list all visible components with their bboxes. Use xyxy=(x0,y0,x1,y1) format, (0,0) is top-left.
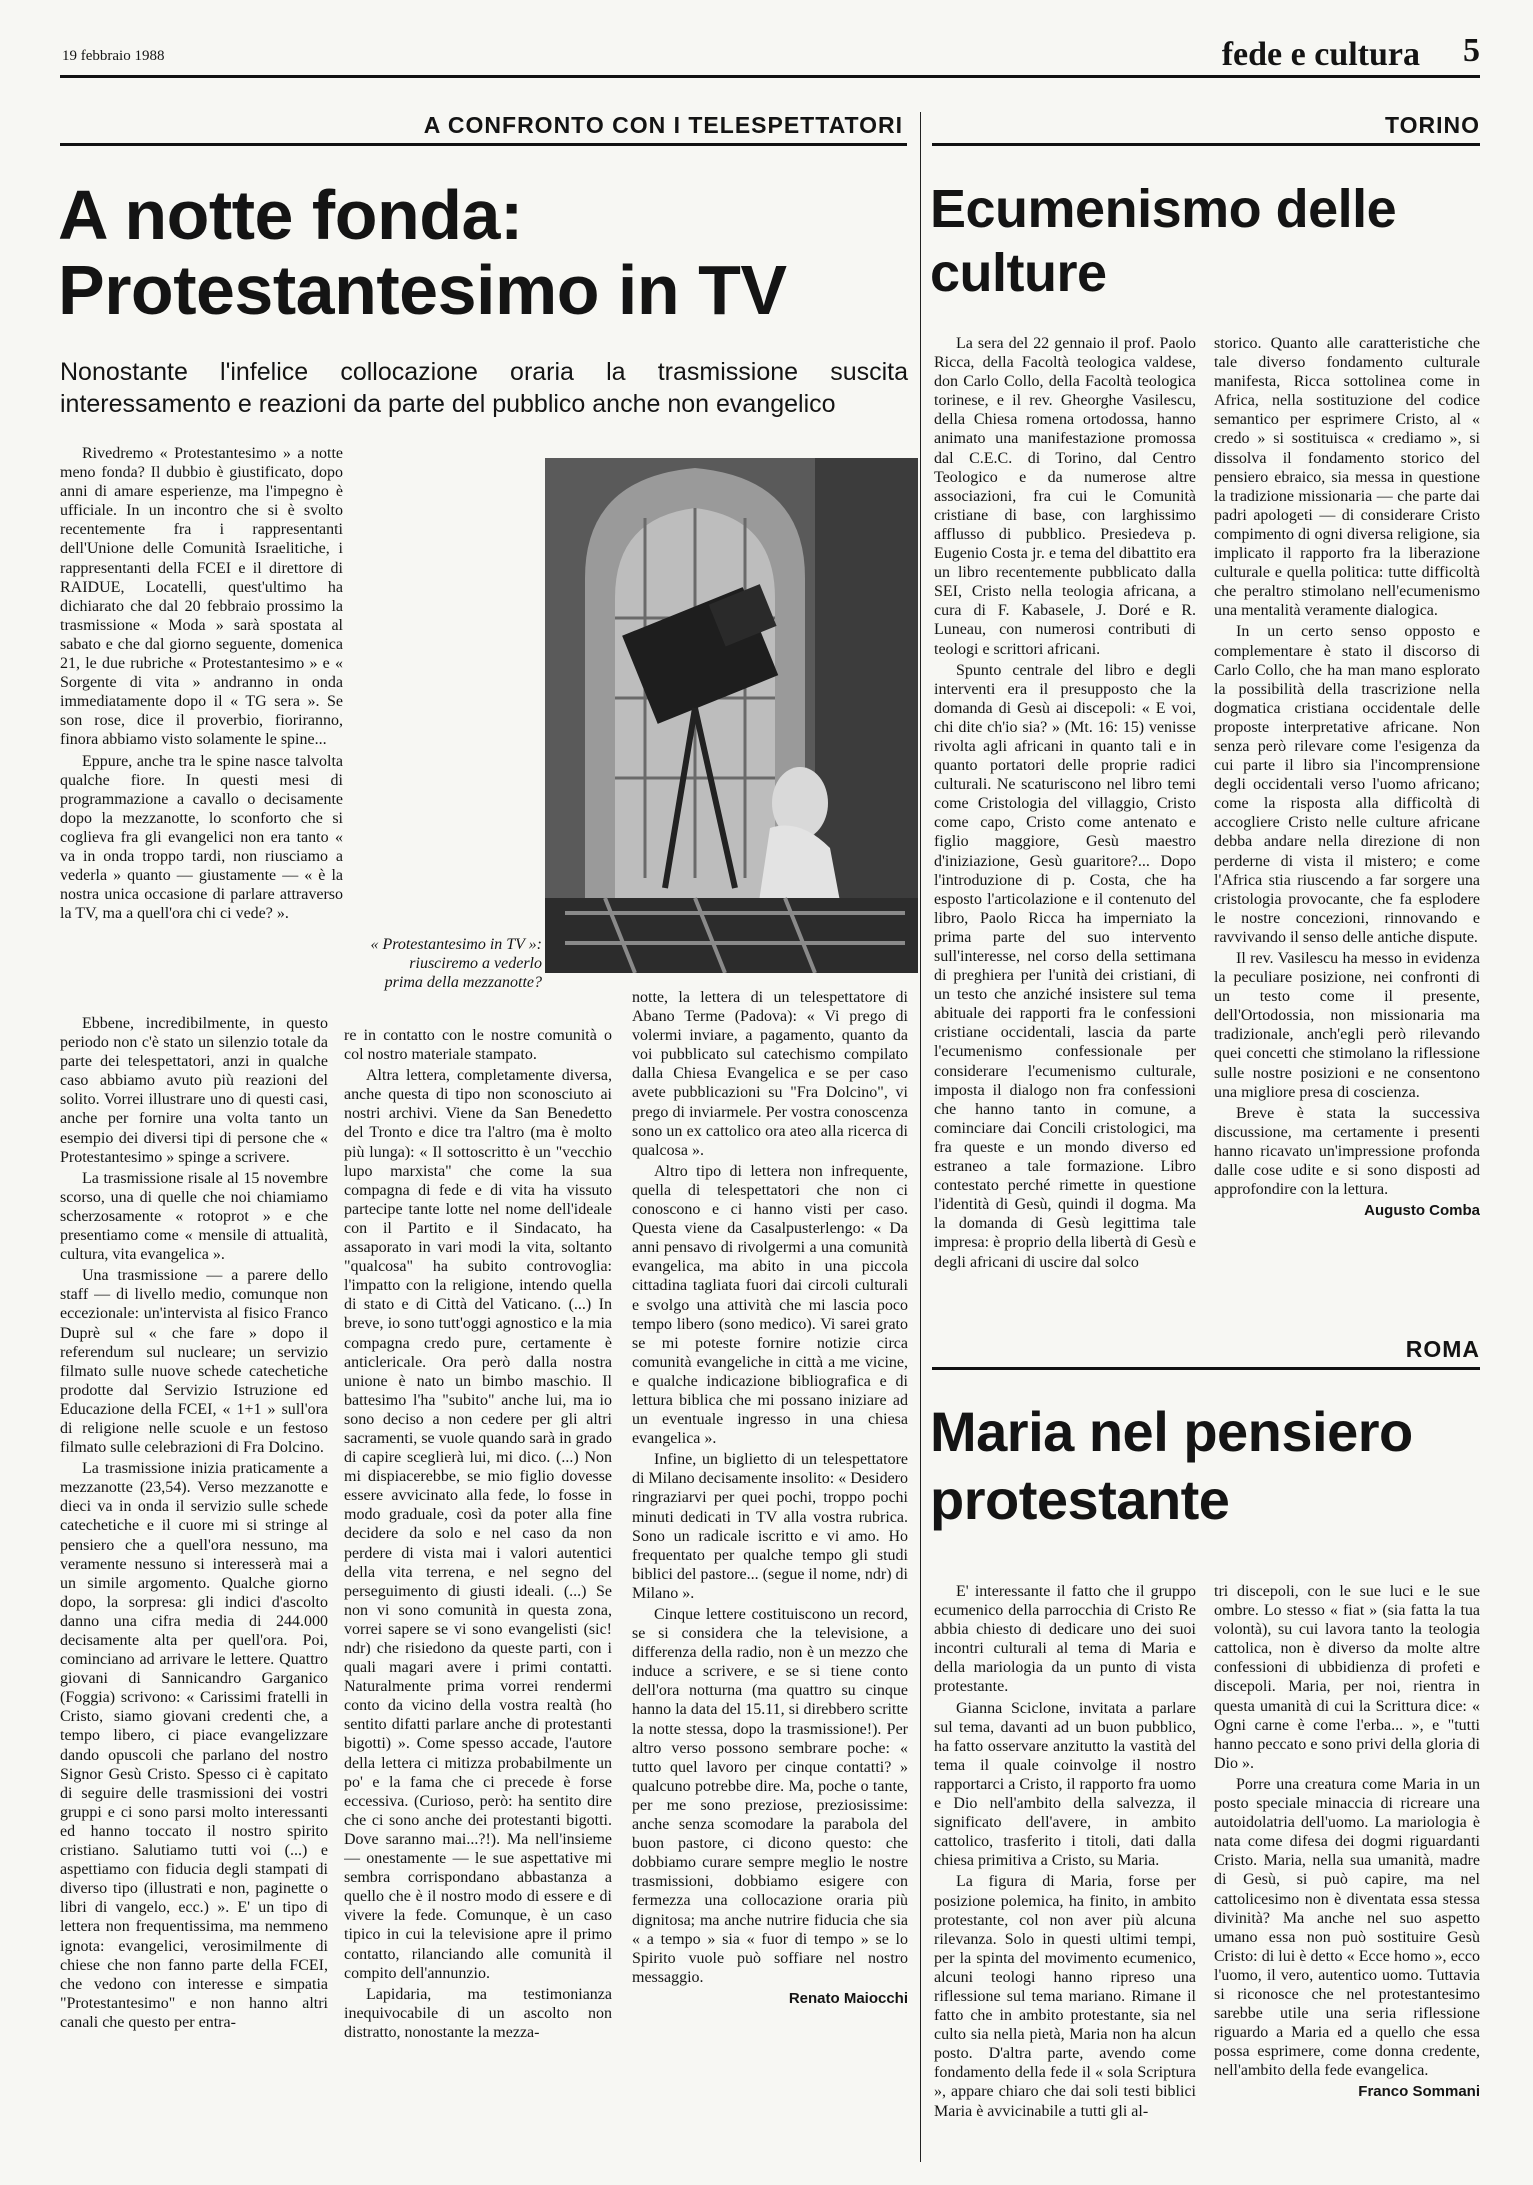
paragraph: Altra lettera, completamente diversa, anche questa di tipo non sconosciuto ai nostri archivi. Viene da San Benedetto del Tronto e dice tra l'altro (ma è molto più lunga): « Il sottoscritto è un "vecchio lupo marxista" che come la sua compagna di fede e di vita ha vissuto partecipe tante lotte nel nome dell'ideale con il Partito e il Sindacato, ha assaporato in vari modi la vita, soltanto "qualcosa" ha subito controvoglia: l'impatto con la religione, intendo quella di stato e di Città del Vaticano. (...) In breve, io sono tutt'oggi agnostico e la mia compagna credo pure, certamente è anticlericale. Ora però dalla nostra unione è nato un bimbo maschio. Il battesimo l'ha "subito" anche lui, ma io sono deciso a non cedere per gli altri sacramenti, se vuole quando sarà in grado di capire sceglierà lui, mi dico. (...) Non mi dispiacerebbe, se mio figlio dovesse essere avvicinato alla fede, lo fosse in modo graduale, così da poter alla fine decidere da solo e nel caso da non perdere di vista mai i valori autentici della vita terrena, e nel segno del perseguimento di giusti ideali. (...) Se non vi sono comunità in questa zona, vorrei sapere se vi sono evangelisti (sic! ndr) che risiedono da queste parti, con i quali magari avere i primi contatti. Naturalmente prima vorrei rendermi conto da vicino della vostra realtà (ho sentito difatti parlare anche di protestanti bigotti) ». Come spesso accade, l'autore della lettera ci mitizza probabilmente un po' e la fama che ci precede è forse eccessiva. (Curioso, però: ha sentito dire che ci sono anche dei protestanti bigotti. Dove saranno mai...?!). Ma nell'insieme — onestamente — le sue aspettative mi sembra corrispondano abbastanza a quello che è il nostro modo di essere e di vivere la fede. Comunque, è un caso tipico in cui la televisione apre il primo contatto, rilanciando alle comunità il compito dell'annunzio. xyxy=(344,1067,612,1982)
paragraph: Lapidaria, ma testimonianza inequivocabile di un ascolto non distratto, nonostante la mezza- xyxy=(344,1985,612,2041)
roma-col1 xyxy=(934,1582,1196,2150)
column-divider xyxy=(920,112,921,2162)
left-article-col1-top xyxy=(60,444,343,1024)
torino-headline: Ecumenismo delle culture xyxy=(930,179,1397,303)
paragraph: La trasmissione risale al 15 novembre scorso, una di quelle che noi chiamiamo scherzosamente « rotoprot » e che presentiamo come « mensile di attualità, cultura, vita evangelica ». xyxy=(60,1169,328,1264)
paragraph: notte, la lettera di un telespettatore di Abano Terme (Padova): « Vi prego di volermi inviare, a pagamento, quanto da voi pubblicato sul catechismo compilato dalla Chiesa Evangelica e se per caso avete pubblicazioni su "Fra Dolcino", vi prego di inviarmele. Per vostra conoscenza sono un ex cattolico ora ateo alla ricerca di qualcosa ». xyxy=(632,989,908,1159)
roma-col2 xyxy=(1214,1582,1480,2150)
roma-headline: Maria nel pensiero protestante xyxy=(930,1400,1413,1532)
paragraph: Gianna Sciclone, invitata a parlare sul tema, davanti ad un buon pubblico, ha fatto osservare anzitutto la vastità del tema il quale coinvolge il nostro rapportarci a Cristo, il rapporto fra uomo e Dio nell'ambito della salvezza, il significato dell'avere, in ambito cattolico, trasferito i titoli, dati dalla chiesa primitiva a Cristo, su Maria. xyxy=(934,1699,1196,1870)
paragraph: E' interessante il fatto che il gruppo ecumenico della parrocchia di Cristo Re abbia chiesto di dedicare uno dei suoi incontri culturali al tema di Maria e della mariologia da un punto di vista protestante. xyxy=(934,1583,1196,1696)
paragraph: La trasmissione inizia praticamente a mezzanotte (23,54). Verso mezzanotte e dieci va in onda il servizio sulle schede catechetiche e il cuore mi si stringe al pensiero che a quell'ora nessuno, ma veramente nessuno si interesserà mai a un simile argomento. Qualche giorno dopo, la sorpresa: gli indici d'ascolto danno una cifra media di 244.000 decisamente alta per quell'ora. Poi, cominciano ad arrivare le lettere. Quattro giovani di Sannicandro Garganico (Foggia) scrivono: « Carissimi fratelli in Cristo, siamo giovani credenti che, a tempo libero, ci piace evangelizzare dando opuscoli che parlano del nostro Signor Gesù Cristo. Spesso ci è capitato di seguire delle trasmissioni dei vostri gruppi e ci sono parsi molto interessanti ed hanno toccato il nostro spirito cristiano. Salutiamo tutti voi (...) e aspettiamo con fiducia degli stampati di diverso tipo (illustrati e non, paginette o libri di vangelo, ecc.) ». E' un tipo di lettera non frequentissima, ma nemmeno ignota: evangelici, verosimilmente di chiese che non fanno parte della FCEI, che vedono con interesse e simpatia "Protestantesimo" e non hanno altri canali che questo per entra- xyxy=(60,1460,328,2031)
paragraph: Spunto centrale del libro e degli interventi era il presupposto che la domanda di Gesù ai discepoli: « E voi, chi dite ch'io sia? » (Mt. 16: 15) venisse rivolta agli africani in quanto tali e in quanto portatori delle proprie radici culturali. Ne scaturiscono nel libro temi come Cristologia del villaggio, Cristo come capo, Cristo come antenato e figlio maggiore, Gesù maestro d'iniziazione, Gesù guaritore?... Dopo l'introduzione di p. Costa, che ha esposto l'articolazione e il contenuto del libro, Paolo Ricca ha imperniato la prima parte del suo intervento sull'interesse, nel corso della settimana di preghiera per l'unità dei cristiani, di un testo che anziché insistere sul tema abituale dei rapporti fra le confessioni cristiane occidentali, lascia da parte l'ecumenismo confessionale per considerare l'ecumenismo culturale, imposta il dialogo non fra confessioni che hanno tanto in comune, a cominciare dai Concili cristologici, ma fra queste e un mondo diverso ed estraneo a tale formazione. Libro contestato perché rimette in questione l'identità di Gesù, quindi il dogma. Ma la domanda di Gesù legittima tale impresa: è proprio della libertà di Gesù e degli africani di uscire dal solco xyxy=(934,661,1196,1271)
paragraph: Eppure, anche tra le spine nasce talvolta qualche fiore. In questi mesi di programmazione a cavallo o decisamente dopo la mezzanotte, lo sconforto che si coglieva fra gli evangelici non era tanto « va in onda troppo tardi, non riusciamo a vederla » quanto — giustamente — « è la nostra unica occasione di parlare attraverso la TV, ma a quell'ora chi ci vede? ». xyxy=(60,752,343,923)
masthead xyxy=(60,28,1480,78)
paragraph: Porre una creatura come Maria in un posto speciale minaccia di ricreare una autoidolatria dell'uomo. La mariologia è nata come difesa dei dogmi riguardanti Cristo. Maria, nella sua umanità, madre di Gesù, si può capire, ma nel cattolicesimo non è diventata essa stessa divinità? Ma anche nel suo aspetto umano essa non può sostituire Gesù Cristo: di lui è detto « Ecce homo », ecco l'uomo, il vero, autentico uomo. Tuttavia si riconosce che nel protestantesimo sarebbe utile una seria riflessione riguardo a Maria ed a quello che essa possa esprimere, come donna credente, nell'ambito della fede evangelica. xyxy=(1214,1775,1480,2080)
paragraph: tri discepoli, con le sue luci e le sue ombre. Lo stesso « fiat » (sia fatta la tua volontà), su cui lavora tanto la teologia cattolica, non è diverso da molte altre confessioni di ubbidienza di profeti e discepoli. Maria, per noi, rientra in questa umanità di cui la Scrittura dice: « Ogni carne è come l'erba... », e "tutti hanno peccato e sono privi della gloria di Dio ». xyxy=(1214,1583,1480,1772)
paragraph: In un certo senso opposto e complementare è stato il discorso di Carlo Collo, che ha man mano esplorato la possibilità della trascrizione nella dogmatica cristiana occidentale delle proposte interpretative africane. Non senza però rilevare come l'esigenza da cui parte il libro sia l'incomprensione degli occidentali verso l'uomo africano; come la risposta alla difficoltà di accogliere Cristo nelle culture africane debba andare nella direzione di non perderne di vista il mistero; e come l'Africa stia riuscendo a far sorgere una cristologia provocante, che fa esplodere le nostre concezioni, rinnovando e ravvivando il senso delle antiche dispute. xyxy=(1214,623,1480,946)
torino-col2 xyxy=(1214,334,1480,1316)
camera-photo-illustration xyxy=(545,458,918,973)
paragraph: Rivedremo « Protestantesimo » a notte meno fonda? Il dubbio è giustificato, dopo anni di amare esperienze, ma l'impegno è ufficiale. In un incontro che si è svolto recentemente fra i rappresentanti dell'Unione delle Comunità Israelitiche, i rappresentanti della FCEI e il direttore di RAIDUE, Locatelli, quest'ultimo ha dichiarato che dal 20 febbraio prossimo la trasmissione « Moda » sarà spostata al sabato e che dal giorno seguente, domenica 21, le due rubriche « Protestantesimo » e « Sorgente di vita » andranno in onda immediatamente dopo il « TG sera ». Se son rose, dice il proverbio, fioriranno, finora abbiamo visto solamente le spine... xyxy=(60,445,343,749)
main-headline: A notte fonda: Protestantesimo in TV xyxy=(58,176,787,329)
paragraph: La sera del 22 gennaio il prof. Paolo Ricca, della Facoltà teologica valdese, don Carlo Collo, della Facoltà teologica torinese, e il rev. Gheorghe Vasilescu, della Chiesa romena ortodossa, hanno animato una manifestazione promossa dal C.E.C. di Torino, dal Centro Teologico e da numerose altre associazioni, fra cui le Comunità cristiane di base, con larghissimo afflusso di pubblico. Presiedeva p. Eugenio Costa jr. e tema del dibattito era un libro recentemente pubblicato dalla SEI, Cristo nella teologia africana, a cura di F. Kabasele, J. Doré e R. Luneau, con numerosi contributi di teologi e scrittori africani. xyxy=(934,335,1196,658)
torino-col1 xyxy=(934,334,1196,1316)
page-number: 5 xyxy=(1463,32,1480,69)
left-article-col2 xyxy=(344,1026,612,2150)
paragraph: Infine, un biglietto di un telespettatore di Milano decisamente insolito: « Desidero ringraziarvi per quei pochi, troppo pochi minuti dedicati in TV alla vostra rubrica. Sono un radicale iscritto e vi amo. Ho frequentato per qualche tempo gli studi biblici del pastore... (segue il nome, ndr) di Milano ». xyxy=(632,1451,908,1602)
main-subhead: Nonostante l'infelice collocazione oraria la trasmissione suscita interessamento e reazioni da parte del pubblico anche non evangelico xyxy=(60,358,908,418)
roma-kicker: ROMA xyxy=(932,1336,1480,1370)
author-signature: Renato Maiocchi xyxy=(788,1989,908,2007)
paragraph: storico. Quanto alle caratteristiche che tale diverso fondamento culturale manifesta, Ricca sottolinea come in Africa, nella sostituzione del codice semantico per esprimere Cristo, al « credo » si sostituisca « crediamo », si dissolva il fondamento storico del pensiero ebraico, sia messa in questione la tradizione missionaria — che parte dai padri apologeti — di considerare Cristo compimento di ogni diversa religione, sia implicato il rapporto fra la liberazione culturale e quella politica: tutte difficoltà che peraltro stimolano nell'ecumenismo una mentalità veramente dialogica. xyxy=(1214,335,1480,620)
studio-photo xyxy=(545,458,918,973)
left-article-col1 xyxy=(60,1014,328,2150)
photo-caption: « Protestantesimo in TV »: riusciremo a vederlo prima della mezzanotte? xyxy=(370,936,542,991)
issue-date: 19 febbraio 1988 xyxy=(62,48,165,64)
paragraph: Cinque lettere costituiscono un record, se si considera che la televisione, a differenza della radio, non è un mezzo che induce a scrivere, e se si tiene conto dell'ora notturna (ma quattro su cinque hanno la data del 15.11, si direbbero scritte la notte stessa, dopo la trasmissione!). Per altro verso possono sembrare poche: « tutto quel lavoro per cinque contatti? » qualcuno potrebbe dire. Ma, poche o tante, per me sono preziose, preziosissime: anche senza scomodare la parabola del buon pastore, ci dicono questo: che dobbiamo curare sempre meglio le nostre trasmissioni, dobbiamo esigere con fermezza una collocazione oraria più dignitosa; ma anche nutrire fiducia che sia « a tempo » sia « fuor di tempo » se lo Spirito vuole può soffiare nel nostro messaggio. xyxy=(632,1606,908,1986)
paragraph: La figura di Maria, forse per posizione polemica, ha finito, in ambito protestante, col non aver più alcuna rilevanza. Solo in questi ultimi tempi, per la spinta del movimento ecumenico, alcuni teologi hanno ripreso una riflessione sul tema mariano. Rimane il fatto che in ambito protestante, sia nel culto sia nella pietà, Maria non ha alcun posto. D'altra parte, avendo come fondamento della fede il « sola Scriptura », appare chiaro che dai soli testi biblici Maria è avvicinabile a tutti gli al- xyxy=(934,1873,1196,2120)
left-article-kicker: A CONFRONTO CON I TELESPETTATORI xyxy=(60,112,907,146)
paragraph: Una trasmissione — a parere dello staff — di livello medio, comunque non eccezionale: un'intervista al fisico Franco Duprè sul « che fare » dopo il referendum sul nucleare; un servizio filmato sulle nuove schede catechetiche prodotte dal Servizio Istruzione ed Educazione della FCEI, « 1+1 » sull'ora di religione nelle scuole e un festoso filmato sulle celebrazioni di Fra Dolcino. xyxy=(60,1267,328,1457)
paragraph: re in contatto con le nostre comunità o col nostro materiale stampato. xyxy=(344,1027,612,1064)
paragraph: Il rev. Vasilescu ha messo in evidenza la peculiare posizione, nei confronti di un testo come il presente, dell'Ortodossia, non missionaria ma tradizionale, anch'egli però rilevando quei concetti che stimolano la riflessione sulle nostre posizioni e ne consentono una migliore presa di coscienza. xyxy=(1214,950,1480,1101)
torino-kicker: TORINO xyxy=(932,112,1480,146)
author-signature: Franco Sommani xyxy=(1358,2083,1480,2101)
paragraph: Breve è stata la successiva discussione, ma certamente i presenti hanno ricavato un'impressione profonda dalle cose udite e si sono disposti ad approfondire con la lettura. xyxy=(1214,1104,1480,1199)
section-title: fede e cultura xyxy=(1221,36,1420,73)
paragraph: Ebbene, incredibilmente, in questo periodo non c'è stato un silenzio totale da parte dei telespettatori, anzi in qualche caso abbiamo avuto più reazioni del solito. Vorrei illustrare uno di questi casi, anche per fornire una volta tanto un esempio dei diversi tipi di persone che « Protestantesimo » spinge a scrivere. xyxy=(60,1015,328,1166)
left-article-col3 xyxy=(632,988,908,2150)
author-signature: Augusto Comba xyxy=(1364,1202,1480,1220)
paragraph: Altro tipo di lettera non infrequente, quella di telespettatori che non ci conoscono e ci hanno visti per caso. Questa viene da Casalpusterlengo: « Da anni pensavo di rivolgermi a una comunità evangelica, ma abito in una piccola cittadina tagliata fuori dai circoli culturali e svolgo una attività che mi lascia poco tempo libero (sono medico). Vi sarei grato se mi poteste fornire notizie circa comunità evangeliche in città a me vicine, e qualche indicazione bibliografica e di lettura biblica che mi possano iniziare ad un eventuale ingresso in una chiesa evangelica ». xyxy=(632,1162,908,1448)
